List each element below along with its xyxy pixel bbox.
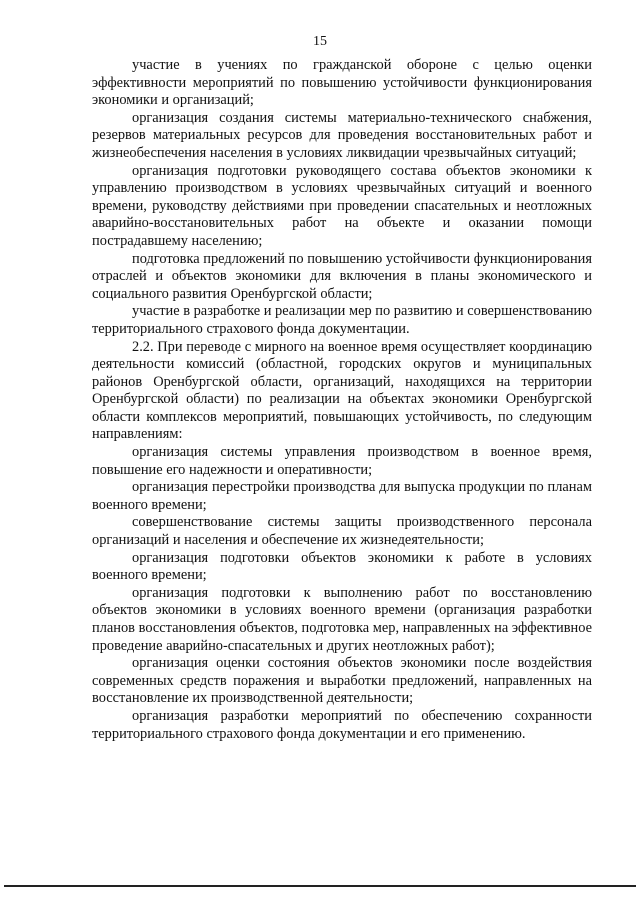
paragraph: организация подготовки объектов экономики к работе в условиях военного времени;: [92, 549, 592, 584]
paragraph: организация перестройки производства для выпуска продукции по планам военного времени;: [92, 479, 592, 513]
paragraph: совершенствование системы защиты производственного персонала организаций и населения и обеспечение их жизнедеятельности;: [92, 514, 592, 549]
page-number: 15: [313, 34, 327, 49]
paragraph: организация создания системы материально-технического снабжения, резервов материальных ресурсов для проведения восстановительных работ и жизнеобеспечения населения в условиях ликвидации чрезвычайных ситуаций;: [92, 109, 592, 161]
paragraph: организация подготовки руководящего состава объектов экономики к управлению производством в условиях чрезвычайных ситуаций и военного времени, руководству действиями при проведении спасательных и неотложных аварийно-восстановительных работ на объекте и оказании помощи пострадавшему населению;: [92, 162, 592, 249]
paragraph: участие в учениях по гражданской обороне с целью оценки эффективности мероприятий по повышению устойчивости функционирования экономики и организаций;: [92, 57, 592, 109]
paragraph: организация оценки состояния объектов экономики после воздействия современных средств поражения и выработки предложений, направленных на восстановление их производственной деятельности;: [92, 655, 592, 707]
paragraph: организация системы управления производством в военное время, повышение его надежности и оперативности;: [92, 444, 592, 478]
paragraph: организация разработки мероприятий по обеспечению сохранности территориального страхового фонда документации и его применению.: [92, 707, 592, 742]
paragraph: организация подготовки к выполнению работ по восстановлению объектов экономики в условиях военного времени (организация разработки планов восстановления объектов, подготовка мер, направленных на эффективное проведение аварийно-спасательных и других неотложных работ);: [92, 584, 592, 654]
paragraph: участие в разработке и реализации мер по развитию и совершенствованию территориального страхового фонда документации.: [92, 303, 592, 337]
document-body: [92, 57, 592, 743]
section-paragraph-2-2: 2.2. При переводе с мирного на военное время осуществляет координацию деятельности комиссий (областной, городских округов и муниципальных районов Оренбургской области, организаций, находящихся на территории Оренбургской области) по реализации на объектах экономики Оренбургской области комплексов мероприятий, повышающих устойчивость, по следующим направлениям:: [92, 338, 592, 443]
scan-edge-line: [4, 885, 636, 887]
paragraph: подготовка предложений по повышению устойчивости функционирования отраслей и объектов экономики для включения в планы экономического и социального развития Оренбургской области;: [92, 250, 592, 302]
